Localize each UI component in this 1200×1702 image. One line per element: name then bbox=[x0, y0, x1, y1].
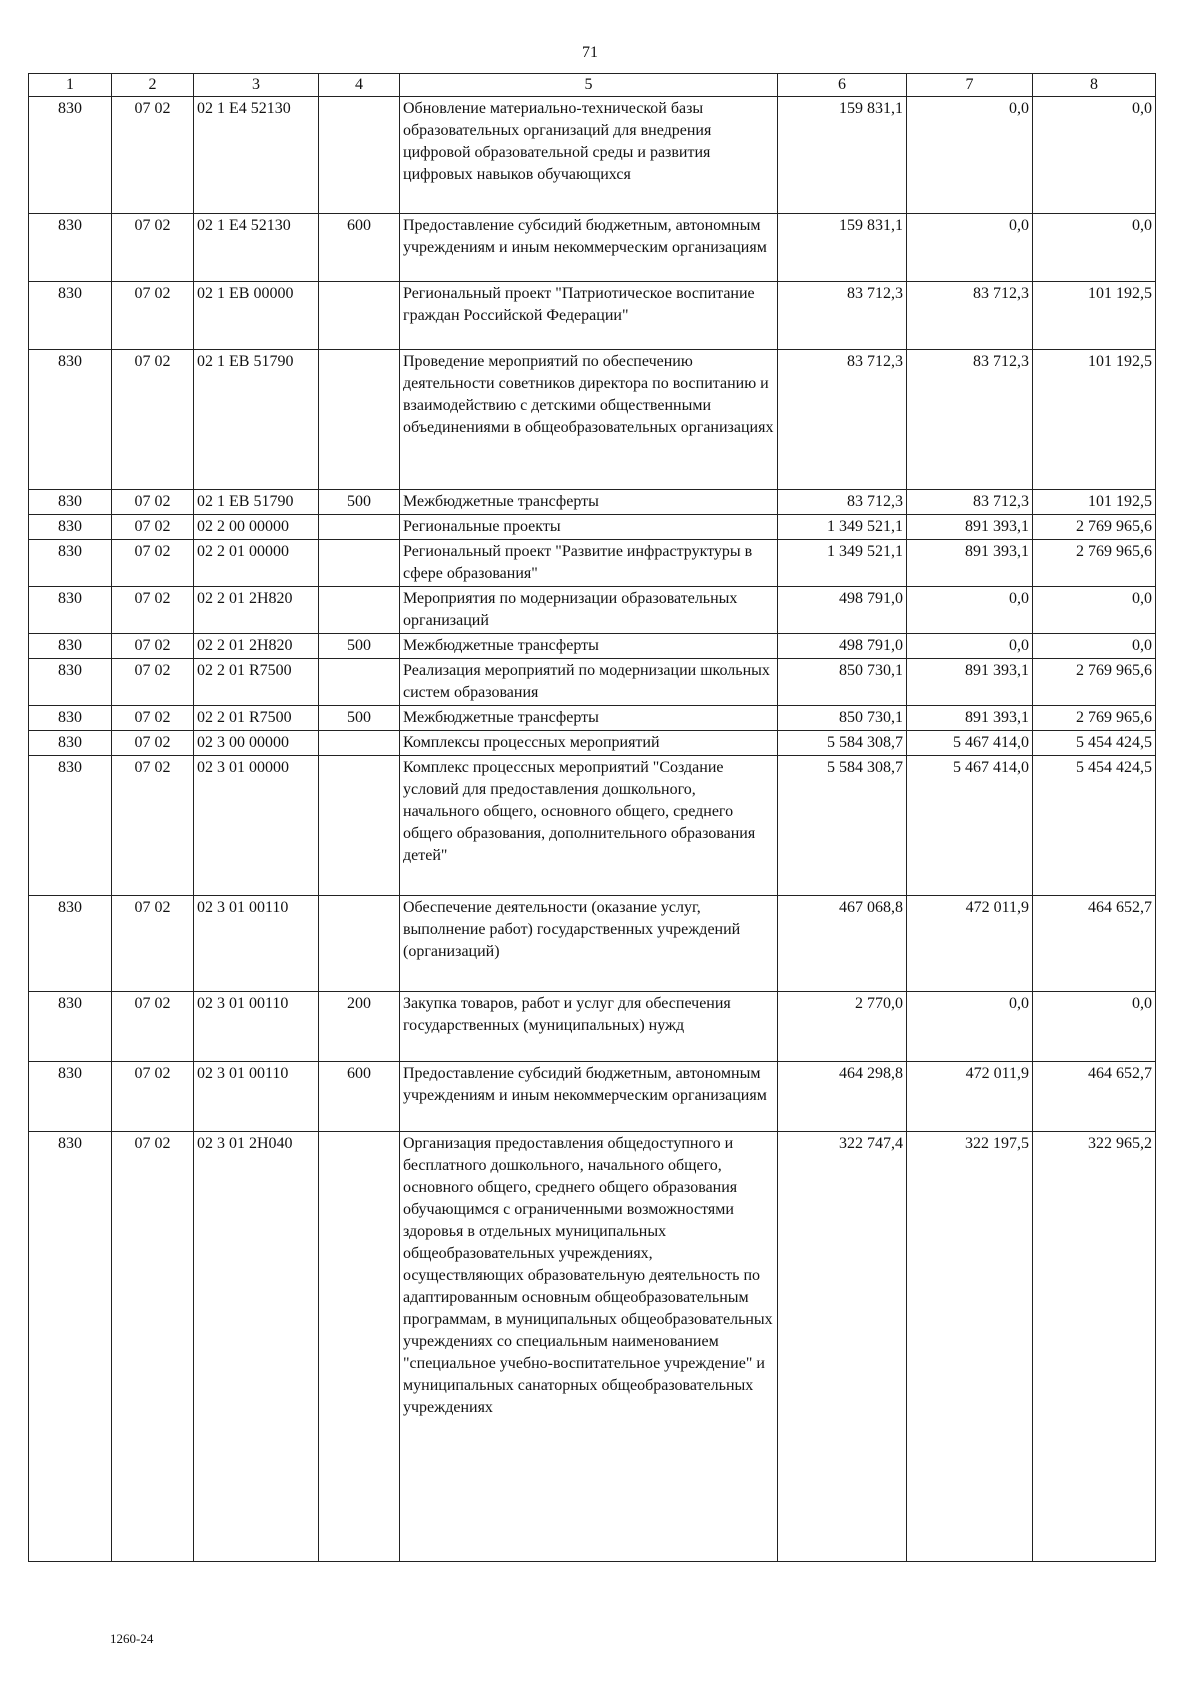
amount-col6-cell: 322 747,4 bbox=[778, 1132, 907, 1562]
description-cell: Обеспечение деятельности (оказание услуг, выполнение работ) государственных учреждений (организаций) bbox=[400, 896, 778, 992]
code-admin-cell: 830 bbox=[29, 1132, 112, 1562]
code-section-cell: 07 02 bbox=[112, 515, 194, 540]
amount-col8-cell: 464 652,7 bbox=[1033, 896, 1156, 992]
description-cell: Межбюджетные трансферты bbox=[400, 634, 778, 659]
code-admin-cell: 830 bbox=[29, 659, 112, 706]
code-expense-type-cell: 500 bbox=[319, 490, 400, 515]
amount-col8-cell: 0,0 bbox=[1033, 214, 1156, 282]
amount-col7-cell: 0,0 bbox=[907, 97, 1033, 214]
amount-col6-cell: 159 831,1 bbox=[778, 97, 907, 214]
description-cell: Организация предоставления общедоступного и бесплатного дошкольного, начального общего, основного общего, среднего общего образования обучающимся с ограниченными возможностями здоровья в отдельных муниципальных общеобразовательных учреждениях, осуществляющих образовательную деятельность по адаптированным основным общеобразовательным программам, в муниципальных общеобразовательных учреждениях со специальным наименованием "специальное учебно-воспитательное учреждение" и муниципальных санаторных общеобразовательных учреждениях bbox=[400, 1132, 778, 1562]
amount-col7-cell: 0,0 bbox=[907, 214, 1033, 282]
table-row bbox=[29, 1062, 1156, 1132]
code-expense-type-cell bbox=[319, 587, 400, 634]
amount-col8-cell: 464 652,7 bbox=[1033, 1062, 1156, 1132]
header-col-6: 6 bbox=[778, 74, 907, 97]
amount-col8-cell: 2 769 965,6 bbox=[1033, 659, 1156, 706]
code-expense-type-cell bbox=[319, 97, 400, 214]
amount-col7-cell: 891 393,1 bbox=[907, 540, 1033, 587]
code-target-cell: 02 2 01 2H820 bbox=[194, 587, 319, 634]
table-row bbox=[29, 490, 1156, 515]
amount-col6-cell: 498 791,0 bbox=[778, 587, 907, 634]
code-target-cell: 02 1 EB 51790 bbox=[194, 490, 319, 515]
description-cell: Закупка товаров, работ и услуг для обеспечения государственных (муниципальных) нужд bbox=[400, 992, 778, 1062]
code-section-cell: 07 02 bbox=[112, 540, 194, 587]
amount-col6-cell: 1 349 521,1 bbox=[778, 515, 907, 540]
description-cell: Обновление материально-технической базы образовательных организаций для внедрения цифровой образовательной среды и развития цифровых навыков обучающихся bbox=[400, 97, 778, 214]
amount-col7-cell: 83 712,3 bbox=[907, 350, 1033, 490]
code-section-cell: 07 02 bbox=[112, 992, 194, 1062]
amount-col8-cell: 0,0 bbox=[1033, 634, 1156, 659]
amount-col8-cell: 2 769 965,6 bbox=[1033, 515, 1156, 540]
code-expense-type-cell bbox=[319, 540, 400, 587]
code-target-cell: 02 2 00 00000 bbox=[194, 515, 319, 540]
code-target-cell: 02 1 E4 52130 bbox=[194, 97, 319, 214]
code-section-cell: 07 02 bbox=[112, 634, 194, 659]
description-cell: Межбюджетные трансферты bbox=[400, 706, 778, 731]
table-row bbox=[29, 896, 1156, 992]
amount-col7-cell: 472 011,9 bbox=[907, 1062, 1033, 1132]
amount-col8-cell: 101 192,5 bbox=[1033, 282, 1156, 350]
code-section-cell: 07 02 bbox=[112, 282, 194, 350]
header-col-2: 2 bbox=[112, 74, 194, 97]
amount-col6-cell: 83 712,3 bbox=[778, 350, 907, 490]
code-admin-cell: 830 bbox=[29, 706, 112, 731]
code-section-cell: 07 02 bbox=[112, 97, 194, 214]
code-admin-cell: 830 bbox=[29, 634, 112, 659]
amount-col6-cell: 5 584 308,7 bbox=[778, 731, 907, 756]
description-cell: Региональные проекты bbox=[400, 515, 778, 540]
code-admin-cell: 830 bbox=[29, 896, 112, 992]
table-row bbox=[29, 97, 1156, 214]
amount-col6-cell: 850 730,1 bbox=[778, 659, 907, 706]
amount-col8-cell: 2 769 965,6 bbox=[1033, 706, 1156, 731]
code-admin-cell: 830 bbox=[29, 490, 112, 515]
amount-col6-cell: 159 831,1 bbox=[778, 214, 907, 282]
amount-col6-cell: 467 068,8 bbox=[778, 896, 907, 992]
code-admin-cell: 830 bbox=[29, 992, 112, 1062]
header-col-1: 1 bbox=[29, 74, 112, 97]
code-admin-cell: 830 bbox=[29, 515, 112, 540]
code-target-cell: 02 3 01 00110 bbox=[194, 896, 319, 992]
amount-col8-cell: 0,0 bbox=[1033, 97, 1156, 214]
amount-col8-cell: 0,0 bbox=[1033, 992, 1156, 1062]
code-section-cell: 07 02 bbox=[112, 1132, 194, 1562]
amount-col8-cell: 5 454 424,5 bbox=[1033, 731, 1156, 756]
description-cell: Региональный проект "Развитие инфраструктуры в сфере образования" bbox=[400, 540, 778, 587]
code-section-cell: 07 02 bbox=[112, 756, 194, 896]
code-section-cell: 07 02 bbox=[112, 490, 194, 515]
code-target-cell: 02 3 00 00000 bbox=[194, 731, 319, 756]
description-cell: Предоставление субсидий бюджетным, автономным учреждениям и иным некоммерческим организациям bbox=[400, 1062, 778, 1132]
amount-col7-cell: 891 393,1 bbox=[907, 706, 1033, 731]
code-target-cell: 02 3 01 00000 bbox=[194, 756, 319, 896]
header-col-4: 4 bbox=[319, 74, 400, 97]
code-expense-type-cell bbox=[319, 282, 400, 350]
description-cell: Проведение мероприятий по обеспечению деятельности советников директора по воспитанию и взаимодействию с детскими общественными объединениями в общеобразовательных организациях bbox=[400, 350, 778, 490]
amount-col6-cell: 1 349 521,1 bbox=[778, 540, 907, 587]
amount-col6-cell: 83 712,3 bbox=[778, 282, 907, 350]
code-target-cell: 02 3 01 2H040 bbox=[194, 1132, 319, 1562]
amount-col7-cell: 83 712,3 bbox=[907, 490, 1033, 515]
table-row bbox=[29, 731, 1156, 756]
description-cell: Реализация мероприятий по модернизации школьных систем образования bbox=[400, 659, 778, 706]
header-col-7: 7 bbox=[907, 74, 1033, 97]
code-expense-type-cell: 600 bbox=[319, 214, 400, 282]
amount-col6-cell: 464 298,8 bbox=[778, 1062, 907, 1132]
description-cell: Предоставление субсидий бюджетным, автономным учреждениям и иным некоммерческим организациям bbox=[400, 214, 778, 282]
code-expense-type-cell: 200 bbox=[319, 992, 400, 1062]
code-expense-type-cell bbox=[319, 1132, 400, 1562]
amount-col7-cell: 322 197,5 bbox=[907, 1132, 1033, 1562]
amount-col7-cell: 0,0 bbox=[907, 634, 1033, 659]
amount-col7-cell: 0,0 bbox=[907, 587, 1033, 634]
table-row bbox=[29, 350, 1156, 490]
code-section-cell: 07 02 bbox=[112, 706, 194, 731]
footer-document-code: 1260-24 bbox=[110, 1631, 154, 1646]
description-cell: Комплексы процессных мероприятий bbox=[400, 731, 778, 756]
code-expense-type-cell: 500 bbox=[319, 706, 400, 731]
table-row bbox=[29, 634, 1156, 659]
table-row bbox=[29, 587, 1156, 634]
code-target-cell: 02 1 EB 00000 bbox=[194, 282, 319, 350]
code-section-cell: 07 02 bbox=[112, 1062, 194, 1132]
code-expense-type-cell bbox=[319, 659, 400, 706]
amount-col7-cell: 0,0 bbox=[907, 992, 1033, 1062]
code-expense-type-cell bbox=[319, 756, 400, 896]
amount-col7-cell: 891 393,1 bbox=[907, 515, 1033, 540]
code-target-cell: 02 2 01 R7500 bbox=[194, 706, 319, 731]
amount-col7-cell: 5 467 414,0 bbox=[907, 756, 1033, 896]
description-cell: Региональный проект "Патриотическое воспитание граждан Российской Федерации" bbox=[400, 282, 778, 350]
amount-col6-cell: 83 712,3 bbox=[778, 490, 907, 515]
budget-table bbox=[28, 73, 1156, 1562]
table-row bbox=[29, 540, 1156, 587]
header-col-3: 3 bbox=[194, 74, 319, 97]
table-row bbox=[29, 706, 1156, 731]
code-section-cell: 07 02 bbox=[112, 659, 194, 706]
table-row bbox=[29, 214, 1156, 282]
amount-col7-cell: 5 467 414,0 bbox=[907, 731, 1033, 756]
code-admin-cell: 830 bbox=[29, 97, 112, 214]
amount-col8-cell: 101 192,5 bbox=[1033, 350, 1156, 490]
amount-col8-cell: 0,0 bbox=[1033, 587, 1156, 634]
header-col-8: 8 bbox=[1033, 74, 1156, 97]
amount-col7-cell: 472 011,9 bbox=[907, 896, 1033, 992]
page-number: 71 bbox=[582, 44, 598, 61]
code-target-cell: 02 1 E4 52130 bbox=[194, 214, 319, 282]
code-admin-cell: 830 bbox=[29, 540, 112, 587]
code-section-cell: 07 02 bbox=[112, 587, 194, 634]
amount-col8-cell: 101 192,5 bbox=[1033, 490, 1156, 515]
header-col-5: 5 bbox=[400, 74, 778, 97]
table-row bbox=[29, 659, 1156, 706]
table-row bbox=[29, 282, 1156, 350]
code-target-cell: 02 2 01 R7500 bbox=[194, 659, 319, 706]
table-row bbox=[29, 756, 1156, 896]
code-admin-cell: 830 bbox=[29, 1062, 112, 1132]
table-row bbox=[29, 515, 1156, 540]
description-cell: Межбюджетные трансферты bbox=[400, 490, 778, 515]
amount-col7-cell: 83 712,3 bbox=[907, 282, 1033, 350]
description-cell: Мероприятия по модернизации образовательных организаций bbox=[400, 587, 778, 634]
code-expense-type-cell bbox=[319, 515, 400, 540]
description-cell: Комплекс процессных мероприятий "Создание условий для предоставления дошкольного, начального общего, основного общего, среднего общего образования, дополнительного образования детей" bbox=[400, 756, 778, 896]
code-admin-cell: 830 bbox=[29, 587, 112, 634]
code-admin-cell: 830 bbox=[29, 282, 112, 350]
code-expense-type-cell bbox=[319, 731, 400, 756]
code-section-cell: 07 02 bbox=[112, 896, 194, 992]
amount-col6-cell: 850 730,1 bbox=[778, 706, 907, 731]
amount-col6-cell: 2 770,0 bbox=[778, 992, 907, 1062]
code-target-cell: 02 1 EB 51790 bbox=[194, 350, 319, 490]
code-expense-type-cell: 500 bbox=[319, 634, 400, 659]
code-target-cell: 02 3 01 00110 bbox=[194, 992, 319, 1062]
code-section-cell: 07 02 bbox=[112, 214, 194, 282]
table-row bbox=[29, 992, 1156, 1062]
code-section-cell: 07 02 bbox=[112, 731, 194, 756]
code-admin-cell: 830 bbox=[29, 756, 112, 896]
amount-col7-cell: 891 393,1 bbox=[907, 659, 1033, 706]
amount-col8-cell: 2 769 965,6 bbox=[1033, 540, 1156, 587]
column-number-header bbox=[29, 74, 1156, 97]
code-expense-type-cell bbox=[319, 350, 400, 490]
code-expense-type-cell bbox=[319, 896, 400, 992]
code-target-cell: 02 3 01 00110 bbox=[194, 1062, 319, 1132]
code-admin-cell: 830 bbox=[29, 731, 112, 756]
code-target-cell: 02 2 01 2H820 bbox=[194, 634, 319, 659]
amount-col8-cell: 5 454 424,5 bbox=[1033, 756, 1156, 896]
code-admin-cell: 830 bbox=[29, 214, 112, 282]
table-row bbox=[29, 1132, 1156, 1562]
amount-col8-cell: 322 965,2 bbox=[1033, 1132, 1156, 1562]
amount-col6-cell: 498 791,0 bbox=[778, 634, 907, 659]
code-target-cell: 02 2 01 00000 bbox=[194, 540, 319, 587]
code-admin-cell: 830 bbox=[29, 350, 112, 490]
amount-col6-cell: 5 584 308,7 bbox=[778, 756, 907, 896]
code-expense-type-cell: 600 bbox=[319, 1062, 400, 1132]
code-section-cell: 07 02 bbox=[112, 350, 194, 490]
